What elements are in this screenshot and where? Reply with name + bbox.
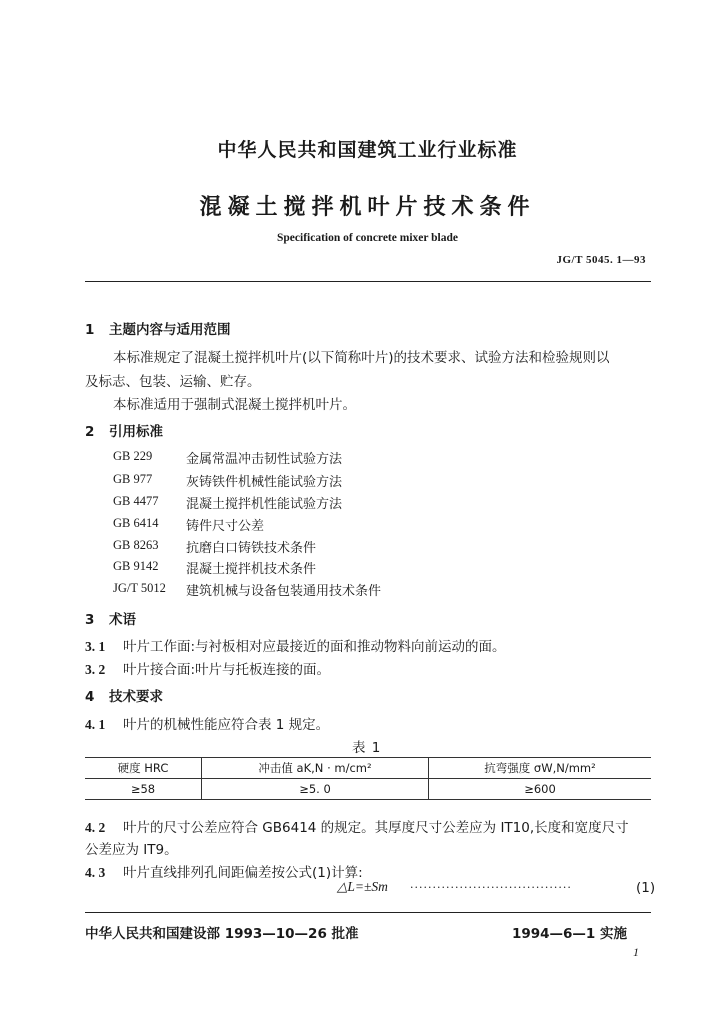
ref-code: GB 229	[113, 449, 153, 463]
clause-4-2-line-2: 公差应为 IT9。	[85, 842, 178, 858]
section-number: 2	[85, 424, 95, 440]
clause-4-3	[85, 861, 363, 881]
section-number: 1	[85, 322, 95, 338]
header-rule	[85, 281, 651, 282]
table-row	[85, 779, 651, 800]
clause-text: 叶片的尺寸公差应符合 GB6414 的规定。其厚度尺寸公差应为 IT10,长度和宽度尺寸	[123, 820, 629, 836]
clause-number: 4. 2	[85, 820, 106, 835]
ref-title: 金属常温冲击韧性试验方法	[186, 452, 343, 467]
section-title: 主题内容与适用范围	[109, 322, 231, 338]
table-caption: 表 1	[352, 740, 382, 756]
table-cell: ≥600	[429, 779, 652, 800]
section-4-heading	[85, 685, 163, 705]
ref-code: JG/T 5012	[113, 581, 166, 595]
ref-title: 铸件尺寸公差	[186, 519, 265, 534]
ref-title: 建筑机械与设备包装通用技术条件	[186, 584, 382, 599]
ref-code: GB 6414	[113, 516, 159, 530]
clause-text: 叶片工作面:与衬板相对应最接近的面和推动物料向前运动的面。	[123, 639, 506, 655]
section-1-paragraph-1-line-2: 及标志、包装、运输、贮存。	[85, 374, 261, 390]
formula-leader-dots: ····································	[410, 881, 572, 894]
document-title-english: Specification of concrete mixer blade	[277, 232, 458, 244]
section-title: 术语	[109, 612, 136, 628]
section-number: 3	[85, 612, 95, 628]
ref-title: 混凝土搅拌机技术条件	[186, 562, 317, 577]
clause-number: 3. 2	[85, 662, 106, 677]
footer-rule	[85, 912, 651, 913]
clause-4-1	[85, 713, 329, 733]
clause-3-1	[85, 635, 506, 655]
section-number: 4	[85, 689, 95, 705]
effective-date: 1994—6—1 实施	[511, 926, 627, 942]
ref-title: 灰铸铁件机械性能试验方法	[186, 475, 343, 490]
table-header-cell: 硬度 HRC	[85, 758, 202, 779]
table-header-cell: 抗弯强度 σW,N/mm²	[429, 758, 652, 779]
table-cell: ≥5. 0	[202, 779, 429, 800]
clause-text: 叶片直线排列孔间距偏差按公式(1)计算:	[123, 865, 363, 881]
page-number: 1	[633, 945, 639, 959]
ref-code: GB 8263	[113, 538, 159, 552]
ref-code: GB 977	[113, 472, 153, 486]
section-1-paragraph-1-line-1: 本标准规定了混凝土搅拌机叶片(以下简称叶片)的技术要求、试验方法和检验规则以	[113, 350, 610, 366]
section-title: 技术要求	[109, 689, 163, 705]
table-header-cell: 冲击值 aK,N · m/cm²	[202, 758, 429, 779]
document-title: 混凝土搅拌机叶片技术条件	[199, 195, 536, 220]
formula: △L=±Sm	[337, 879, 388, 894]
ref-title: 混凝土搅拌机性能试验方法	[186, 497, 343, 512]
clause-4-2-line-1	[85, 816, 629, 836]
section-title: 引用标准	[109, 424, 163, 440]
ref-title: 抗磨白口铸铁技术条件	[186, 541, 317, 556]
formula-number: (1)	[636, 880, 656, 896]
approval-info: 中华人民共和国建设部 1993—10—26 批准	[85, 926, 359, 942]
ref-code: GB 9142	[113, 559, 159, 573]
standard-code: JG/T 5045. 1—93	[556, 254, 646, 266]
table-cell: ≥58	[85, 779, 202, 800]
mechanical-properties-table	[85, 757, 651, 800]
section-2-heading	[85, 420, 163, 440]
clause-number: 4. 1	[85, 717, 106, 732]
clause-3-2	[85, 658, 330, 678]
table-header-row	[85, 758, 651, 779]
clause-number: 3. 1	[85, 639, 106, 654]
ref-code: GB 4477	[113, 494, 159, 508]
section-1-heading	[85, 318, 231, 338]
clause-text: 叶片的机械性能应符合表 1 规定。	[123, 717, 330, 733]
clause-text: 叶片接合面:叶片与托板连接的面。	[123, 662, 331, 678]
section-1-paragraph-2: 本标准适用于强制式混凝土搅拌机叶片。	[113, 397, 356, 413]
clause-number: 4. 3	[85, 865, 106, 880]
section-3-heading	[85, 608, 136, 628]
standard-org-heading: 中华人民共和国建筑工业行业标准	[217, 139, 518, 161]
